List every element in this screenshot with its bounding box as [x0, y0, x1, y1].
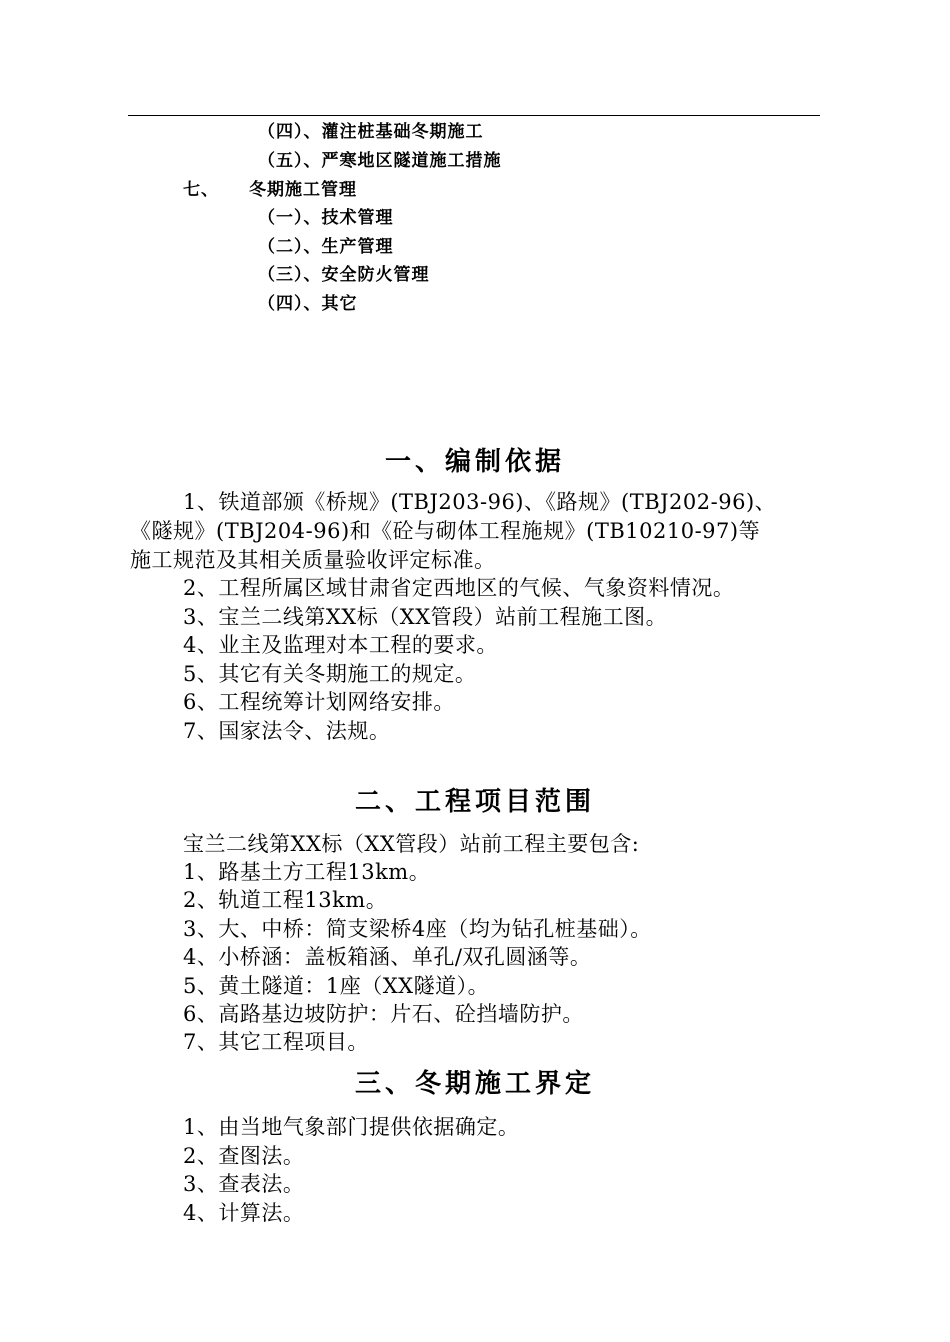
body-line: 1、铁道部颁《桥规》(TBJ203-96)、《路规》(TBJ202-96)、: [183, 490, 777, 514]
body-line: 2、工程所属区域甘肃省定西地区的气候、气象资料情况。: [183, 576, 735, 600]
body-line: 7、国家法令、法规。: [183, 719, 391, 743]
body-line: 6、工程统筹计划网络安排。: [183, 690, 455, 714]
toc-item-text: （三）、安全防火管理: [258, 265, 430, 285]
body-line: 4、业主及监理对本工程的要求。: [183, 633, 498, 657]
body-line: 2、查图法。: [183, 1144, 305, 1168]
body-line: 4、小桥涵：盖板箱涵、单孔/双孔圆涵等。: [183, 945, 592, 969]
body-line: 6、高路基边坡防护：片石、砼挡墙防护。: [183, 1002, 584, 1026]
body-line: 4、计算法。: [183, 1201, 305, 1225]
toc-item: [258, 290, 358, 318]
body-line: 施工规范及其相关质量验收评定标准。: [130, 548, 496, 572]
toc-item: [258, 118, 484, 146]
body-line: 7、其它工程项目。: [183, 1030, 369, 1054]
toc-item-text: （四）、其它: [258, 294, 358, 314]
body-line: 2、轨道工程13km。: [183, 888, 388, 912]
toc-item-text: （五）、严寒地区隧道施工措施: [258, 151, 502, 171]
body-line: 1、路基土方工程13km。: [183, 860, 431, 884]
body-line: 3、宝兰二线第XX标（XX管段）站前工程施工图。: [183, 605, 668, 629]
toc-item-text: （一）、技术管理: [258, 208, 394, 228]
toc-item-text: （四）、灌注桩基础冬期施工: [258, 122, 484, 142]
toc-item-text: （二）、生产管理: [258, 237, 394, 257]
body-line: 5、其它有关冬期施工的规定。: [183, 662, 477, 686]
toc-item-number: 七、: [183, 180, 219, 200]
toc-item: [258, 147, 502, 175]
section-heading: 三、冬期施工界定: [354, 1069, 595, 1099]
section-heading: 二、工程项目范围: [354, 787, 595, 817]
toc-item: [258, 261, 430, 289]
body-line: 5、黄土隧道：1座（XX隧道）。: [183, 974, 490, 998]
toc-item: [258, 204, 394, 232]
body-line: 3、查表法。: [183, 1172, 305, 1196]
toc-item: [183, 176, 357, 204]
toc-item-text: 冬期施工管理: [249, 180, 357, 200]
body-line: 宝兰二线第XX标（XX管段）站前工程主要包含:: [183, 832, 640, 856]
toc-item: [258, 233, 394, 261]
body-line: 3、大、中桥：简支梁桥4座（均为钻孔桩基础）。: [183, 917, 652, 941]
header-rule: [128, 115, 820, 116]
body-line: 《隧规》(TBJ204-96)和《砼与砌体工程施规》(TB10210-97)等: [130, 519, 761, 543]
body-line: 1、由当地气象部门提供依据确定。: [183, 1115, 520, 1139]
section-heading: 一、编制依据: [384, 447, 565, 477]
